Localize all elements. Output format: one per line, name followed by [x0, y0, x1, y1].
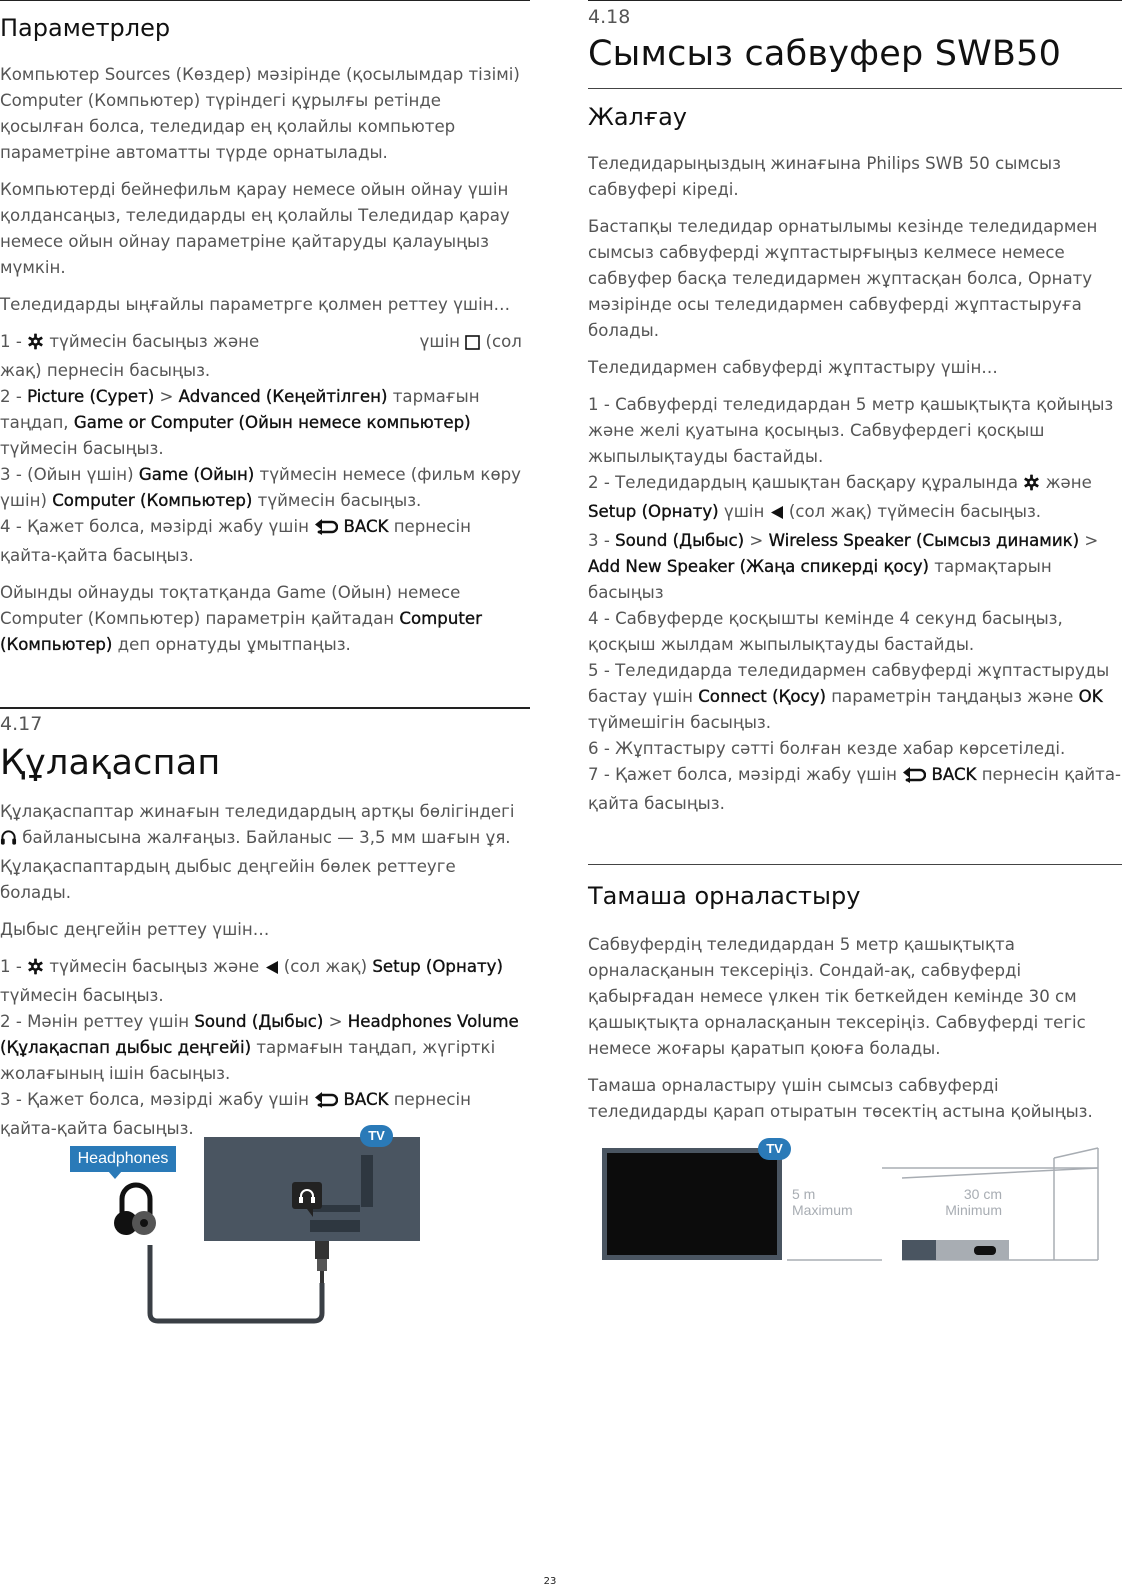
parameters-section	[0, 14, 530, 669]
section-rule	[0, 707, 530, 709]
back-icon	[902, 765, 926, 791]
tv-badge: TV	[758, 1138, 791, 1160]
back-icon	[314, 1090, 338, 1116]
parameters-step-4: 4 - Қажет болса, мәзірді жабу үшін BACK пернесін қайта-қайта басыңыз.	[0, 517, 471, 565]
parameters-step-3: 3 - (Ойын үшін) Game (Ойын) түймесін немесе (фильм көру үшін) Computer (Компьютер) түймесін басыңыз.	[0, 465, 521, 510]
page-number: 23	[543, 1576, 557, 1587]
connect-heading: Жалғау	[588, 103, 687, 131]
subwoofer-paragraph-2: Бастапқы теледидар орнатылымы кезінде теледидармен сымсыз сабвуферді жұптастырғыңыз келмесе немесе сабвуфер басқа теледидармен жұптасқан болса, Орнату мәзірінде осы теледидармен сабвуферді жұптастыруға болады.	[588, 217, 1098, 340]
gear-icon	[1023, 473, 1040, 499]
headphones-label: Headphones	[70, 1146, 176, 1172]
subwoofer-step-1: 1 - Сабвуферді теледидардан 5 метр қашықтықта қойыңыз және желі қуатына қосыңыз. Сабвуфердегі қосқыш жыпылықтауды бастайды.	[588, 395, 1114, 466]
subwoofer-step-4: 4 - Сабвуферде қосқышты кемінде 4 секунд басыңыз, қосқыш жылдам жыпылықтауды бастайды.	[588, 609, 1063, 654]
gear-icon	[27, 332, 44, 358]
parameters-step-1: 1 - түймесін басыңыз және үшін (сол жақ) пернесін басыңыз.	[0, 332, 522, 380]
gear-icon	[27, 957, 44, 983]
placement-heading: Тамаша орналастыру	[588, 882, 861, 910]
parameters-step-2: 2 - Picture (Сурет) > Advanced (Кеңейтілген) тармағын таңдап, Game or Computer (Ойын немесе компьютер) түймесін басыңыз.	[0, 387, 480, 458]
section-title: Сымсыз сабвуфер SWB50	[588, 34, 1062, 74]
section-title: Құлақаспап	[0, 743, 221, 783]
subsection-rule	[588, 864, 1122, 865]
headphones-paragraph-2: Дыбыс деңгейін реттеу үшін…	[0, 920, 270, 939]
headphones-section	[0, 713, 530, 1142]
tv-badge: TV	[360, 1125, 393, 1147]
parameters-paragraph-2: Компьютерді бейнефильм қарау немесе ойын ойнау үшін қолдансаңыз, теледидарды ең қолайлы Теледидар қарау немесе ойын ойнау параметріне қайтаруды қалауыңыз мүмкін.	[0, 180, 510, 277]
left-arrow-icon	[265, 957, 279, 983]
headphones-paragraph-1: Құлақаспаптар жинағын теледидардың артқы бөлігіндегі байланысына жалғаңыз. Байланыс — 3,5 мм шағын ұя. Құлақаспаптардың дыбыс деңгейін бөлек реттеуге болады.	[0, 802, 515, 902]
section-number: 4.17	[0, 713, 43, 735]
headphones-icon	[0, 828, 17, 854]
square-key-icon	[465, 332, 480, 358]
headphones-step-2: 2 - Мәнін реттеу үшін Sound (Дыбыс) > Headphones Volume (Құлақаспап дыбыс деңгейі) тармағын таңдап, жүгірткі жолағының ішін басыңыз.	[0, 1012, 519, 1083]
parameters-paragraph-1: Компьютер Sources (Көздер) мәзірінде (қосылымдар тізімі) Computer (Компьютер) түріндегі құрылғы ретінде қосылған болса, теледидар ең қолайлы компьютер параметріне автоматты түрде орнатылады.	[0, 65, 520, 162]
subwoofer-step-3: 3 - Sound (Дыбыс) > Wireless Speaker (Сымсыз динамик) > Add New Speaker (Жаңа спикерді қосу) тармақтарын басыңыз	[588, 531, 1099, 602]
subwoofer-section	[588, 6, 1122, 817]
placement-section	[588, 882, 1122, 1136]
placement-paragraph-2: Тамаша орналастыру үшін сымсыз сабвуферді теледидарды қарап отыратын төсектің астына қойыңыз.	[588, 1076, 1093, 1121]
headphones-step-3: 3 - Қажет болса, мәзірді жабу үшін BACK пернесін қайта-қайта басыңыз.	[0, 1090, 471, 1138]
parameters-heading: Параметрлер	[0, 14, 171, 42]
subwoofer-step-6: 6 - Жұптастыру сәтті болған кезде хабар көрсетіледі.	[588, 739, 1066, 758]
placement-paragraph-1: Сабвуфердің теледидардан 5 метр қашықтықта орналасқанын тексеріңіз. Сондай-ақ, сабвуферді қабырғадан немесе үлкен тік беткейден кемінде 30 см қашықтықта орналасқанын тексеріңіз. Сабвуферді тегіс немесе жоғары қаратып қоюға болады.	[588, 935, 1086, 1058]
headphones-step-1: 1 - түймесін басыңыз және (сол жақ) Setup (Орнату) түймесін басыңыз.	[0, 957, 503, 1005]
left-arrow-icon	[770, 502, 784, 528]
subwoofer-step-7: 7 - Қажет болса, мәзірді жабу үшін BACK пернесін қайта-қайта басыңыз.	[588, 765, 1122, 813]
subwoofer-step-5: 5 - Теледидарда теледидармен сабвуферді жұптастыруды бастау үшін Connect (Қосу) параметрін таңдаңыз және OK түймешігін басыңыз.	[588, 661, 1110, 732]
subwoofer-paragraph-1: Теледидарыңыздың жинағына Philips SWB 50 сымсыз сабвуфері кіреді.	[588, 154, 1061, 199]
subwoofer-paragraph-3: Теледидармен сабвуферді жұптастыру үшін…	[588, 358, 998, 377]
parameters-paragraph-4: Ойынды ойнауды тоқтатқанда Game (Ойын) немесе Computer (Компьютер) параметрін қайтадан Computer (Компьютер) деп орнатуды ұмытпаңыз.	[0, 583, 482, 654]
parameters-paragraph-3: Теледидарды ыңғайлы параметрге қолмен реттеу үшін…	[0, 295, 511, 314]
distance-max-label: 5 m Maximum	[792, 1186, 853, 1218]
placement-figure	[602, 1138, 1122, 1268]
section-rule	[588, 0, 1122, 1]
distance-min-label: 30 cm Minimum	[945, 1186, 1002, 1218]
subwoofer-step-2: 2 - Теледидардың қашықтан басқару құралында және Setup (Орнату) үшін (сол жақ) түймесін басыңыз.	[588, 470, 1122, 528]
section-rule	[0, 0, 530, 1]
label-pointer	[108, 1171, 122, 1179]
back-icon	[314, 517, 338, 543]
headphones-figure	[60, 1125, 420, 1340]
section-number: 4.18	[588, 6, 631, 28]
